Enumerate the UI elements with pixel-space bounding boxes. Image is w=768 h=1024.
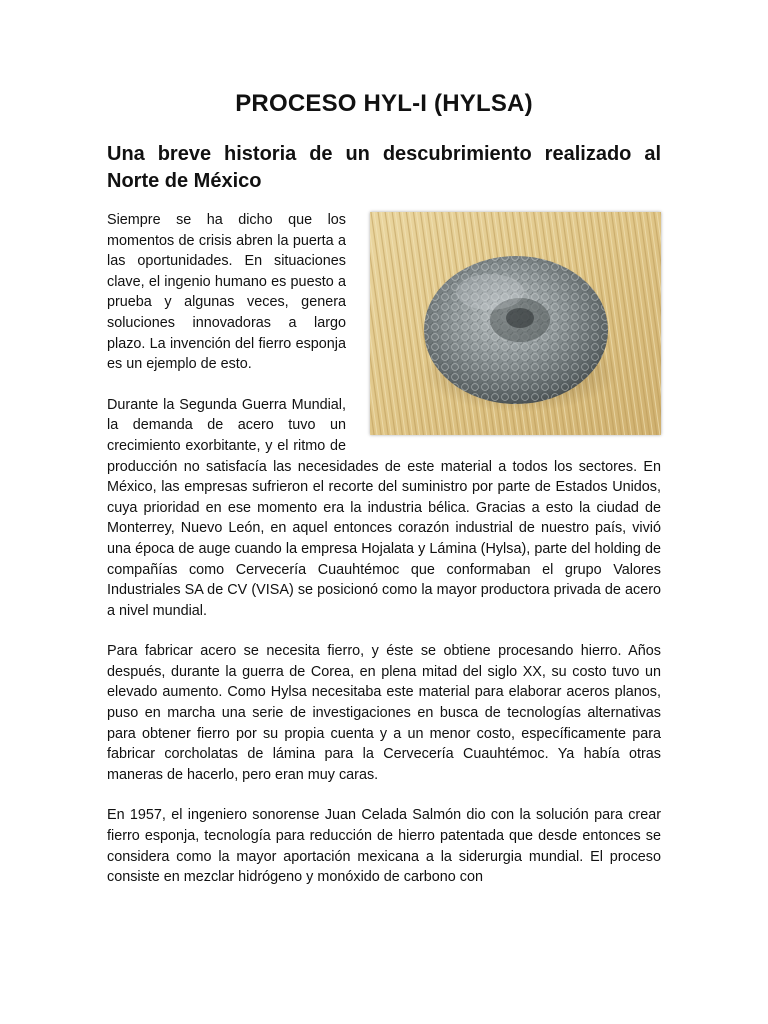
steel-wool-image	[370, 212, 661, 435]
page-subtitle: Una breve historia de un descubrimiento realizado al Norte de México	[107, 143, 661, 192]
paragraph-3: Para fabricar acero se necesita fierro, y éste se obtiene procesando hierro. Años después, durante la guerra de Corea, en plena mitad del siglo XX, su costo tuvo un elevado aumento. Como Hylsa necesitaba este material para elaborar aceros planos, puso en marcha una serie de investigaciones en busca de tecnologías alternativas para obtener fierro por su propia cuenta y a un menor costo, específicamente para fabricar corcholatas de lámina para la Cervecería Cuauhtémoc. Ya había otras maneras de hacerlo, pero eran muy caras.	[107, 643, 661, 783]
paragraph-1: Siempre se ha dicho que los momentos de crisis abren la puerta a las oportunidades. En situaciones clave, el ingenio humano es puesto a prueba y algunas veces, genera soluciones innovadoras a largo plazo. La invención del fierro esponja es un ejemplo de esto.	[107, 212, 346, 373]
paragraph-4: En 1957, el ingeniero sonorense Juan Celada Salmón dio con la solución para crear fierro esponja, tecnología para reducción de hierro patentada que desde entonces se considera como la mayor aportación mexicana a la siderurgia mundial. El proceso consiste en mezclar hidrógeno y monóxido de carbono con	[107, 807, 661, 886]
page-title: PROCESO HYL-I (HYLSA)	[235, 90, 533, 117]
document-body	[107, 210, 661, 908]
steel-wool-photo	[370, 212, 661, 435]
paragraph-2: Durante la Segunda Guerra Mundial, la demanda de acero tuvo un crecimiento exorbitante, y el ritmo de producción no satisfacía las necesidades de este material a todos los sectores. En México, las empresas sufrieron el recorte del suministro por parte de Estados Unidos, cuya prioridad en ese momento era la industria bélica. Gracias a esto la ciudad de Monterrey, Nuevo León, en aquel entonces corazón industrial de nuestro país, vivió una época de auge cuando la empresa Hojalata y Lámina (Hylsa), parte del holding de compañías como Cervecería Cuauhtémoc que conformaban el grupo Valores Industriales SA de CV (VISA) se posicionó como la mayor productora privada de acero a nivel mundial.	[107, 396, 661, 619]
